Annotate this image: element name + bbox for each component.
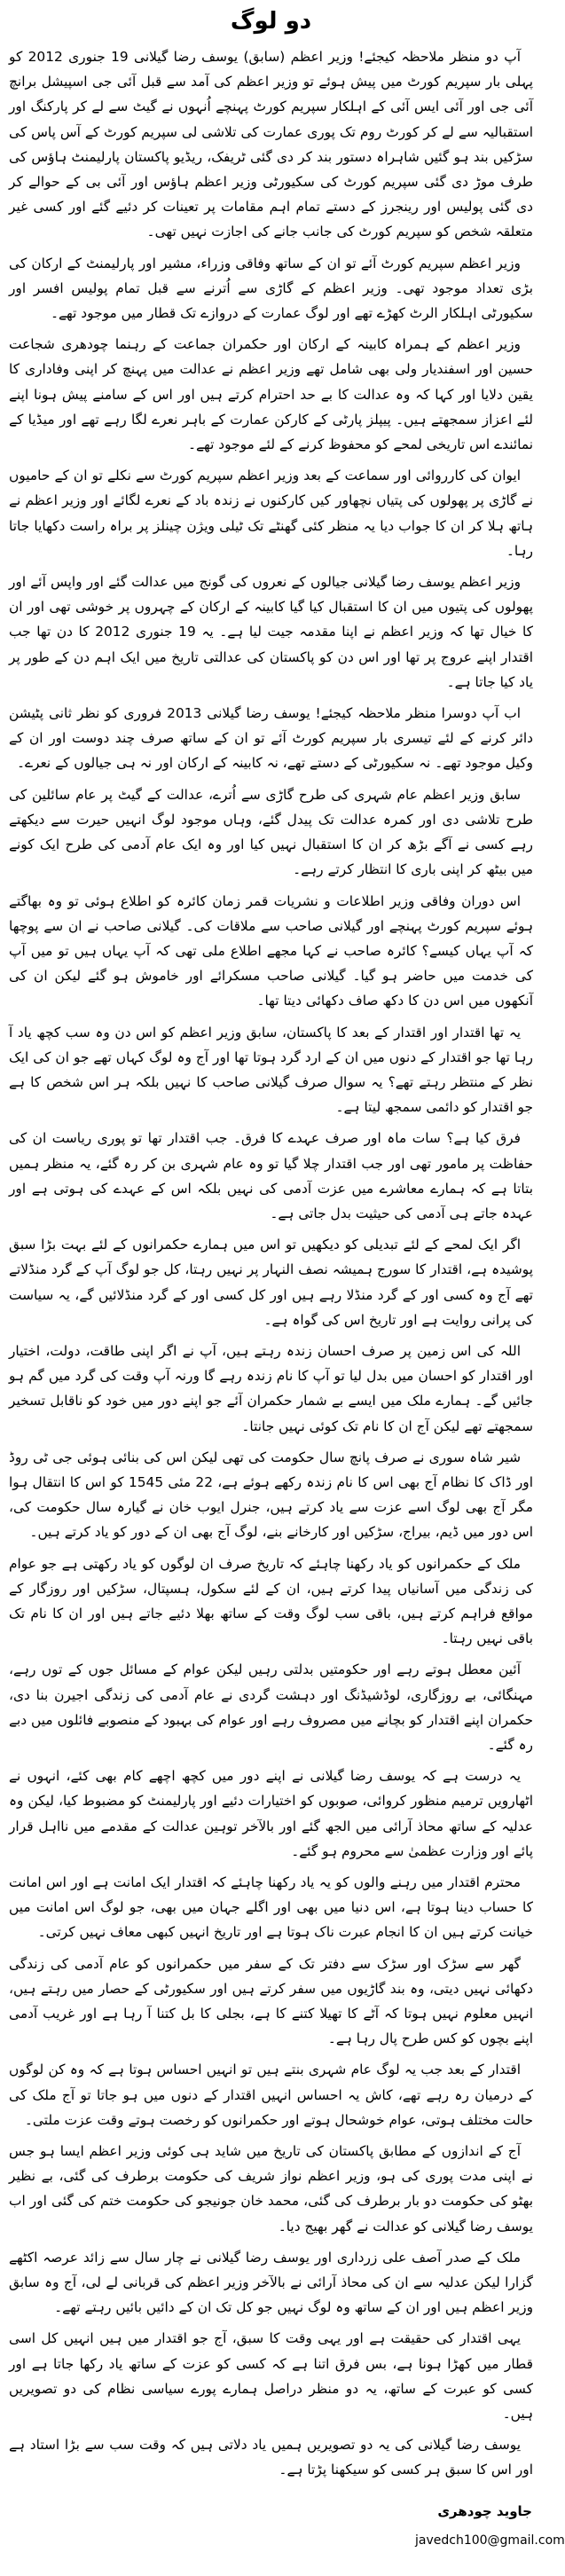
article-paragraph: ملک کے حکمرانوں کو یاد رکھنا چاہئے کہ تاریخ صرف ان لوگوں کو یاد رکھتی ہے جو عوام کی زندگی میں آسانیاں پیدا کرتے ہیں، ان کے لئے سکول، ہسپتال، سڑکیں اور روزگار کے مواقع فراہم کرتے ہیں، باقی سب لوگ وقت کے ساتھ بھلا دئیے جاتے ہیں اور ان کا نام تک باقی نہیں رہتا۔: [9, 1555, 533, 1647]
article-paragraph: محترم اقتدار میں رہنے والوں کو یہ یاد رکھنا چاہئے کہ اقتدار ایک امانت ہے اور اس امانت کا حساب دینا ہوتا ہے، اس دنیا میں بھی اور اگلے جہان میں بھی، جو لوگ اس امانت میں خیانت کرتے ہیں ان کا انجام عبرت ناک ہوتا ہے اور تاریخ انہیں کبھی معاف نہیں کرتی۔: [9, 1874, 533, 1941]
article-paragraph: اللہ کی اس زمین پر صرف احسان زندہ رہتے ہیں، آپ نے اگر اپنی طاقت، دولت، اختیار اور اقتدار کو احسان میں بدل لیا تو آپ کا نام زندہ رہے گا ورنہ آپ وقت کی گرد میں گم ہو جائیں گے۔ ہمارے ملک میں ایسے بے شمار حکمران آئے جو اپنے دور میں خود کو ناقابل تسخیر سمجھتے تھے لیکن آج ان کا نام تک کوئی نہیں جانتا۔: [9, 1342, 533, 1434]
article-paragraph: ایوان کی کارروائی اور سماعت کے بعد وزیر اعظم سپریم کورٹ سے نکلے تو ان کے حامیوں نے گاڑی پر پھولوں کی پتیاں نچھاور کیں کارکنوں نے زندہ باد کے نعرے لگائے اور وزیر اعظم نے ہاتھ ہلا کر ان کا جواب دیا یہ منظر کئی گھنٹے تک ٹیلی ویژن چینلز پر براہ راست دکھایا جاتا رہا۔: [9, 467, 533, 559]
article-paragraph: آج کے اندازوں کے مطابق پاکستان کی تاریخ میں شاید ہی کوئی وزیر اعظم ایسا ہو جس نے اپنی مدت پوری کی ہو، وزیر اعظم نواز شریف کی حکومت برطرف کی گئی، بے نظیر بھٹو کی حکومت دو بار برطرف کی گئی، محمد خان جونیجو کی حکومت ختم کی گئی اور اب یوسف رضا گیلانی کو عدالت نے گھر بھیج دیا۔: [9, 2143, 533, 2234]
article-title: دو لوگ: [230, 8, 312, 35]
article-paragraph: اس دوران وفاقی وزیر اطلاعات و نشریات قمر زمان کائرہ کو اطلاع ہوئی تو وہ بھاگتے ہوئے سپریم کورٹ پہنچے اور گیلانی صاحب سے ملاقات کی۔ گیلانی صاحب نے ان سے پوچھا کہ آپ یہاں کیسے؟ کائرہ صاحب نے کہا مجھے اطلاع ملی تھی کہ آپ یہاں ہیں تو میں آپ کی خدمت میں حاضر ہو گیا۔ گیلانی صاحب مسکرائے اور خاموش ہو گئے لیکن ان کی آنکھوں میں اس دن کا دکھ صاف دکھائی دیتا تھا۔: [9, 892, 533, 1009]
article-paragraph: سابق وزیر اعظم عام شہری کی طرح گاڑی سے اُترے، عدالت کے گیٹ پر عام سائلین کی طرح تلاشی دی اور کمرہ عدالت تک پیدل گئے، وہاں موجود لوگ انہیں حیرت سے دیکھتے رہے کسی نے آگے بڑھ کر ان کا استقبال نہیں کیا اور وہ ایک عام آدمی کی طرح ایک کونے میں بیٹھ کر اپنی باری کا انتظار کرتے رہے۔: [9, 786, 533, 878]
article-paragraph: یہ درست ہے کہ یوسف رضا گیلانی نے اپنے دور میں کچھ اچھے کام بھی کئے، انہوں نے اٹھارویں ترمیم منظور کروائی، صوبوں کو اختیارات دئیے اور پارلیمنٹ کو مضبوط کیا، لیکن وہ عدلیہ کے ساتھ محاذ آرائی میں الجھ گئے اور بالآخر توہین عدالت کے مقدمے میں نااہل قرار پائے اور وزارت عظمیٰ سے محروم ہو گئے۔: [9, 1768, 533, 1859]
article-body: [9, 44, 533, 2483]
article-paragraph: یہی اقتدار کی حقیقت ہے اور یہی وقت کا سبق، آج جو اقتدار میں ہیں انہیں کل اسی قطار میں کھڑا ہونا ہے، بس فرق اتنا ہے کہ کسی کو عزت کے ساتھ یاد رکھا جاتا ہے اور کسی کو عبرت کے ساتھ، یہ دو منظر دراصل ہمارے پورے سیاسی نظام کی دو تصویریں ہیں۔: [9, 2330, 533, 2423]
article-paragraph: گھر سے سڑک اور سڑک سے دفتر تک کے سفر میں حکمرانوں کو عام آدمی کی زندگی دکھائی نہیں دیتی، وہ بند گاڑیوں میں سفر کرتے ہیں اور سکیورٹی کے حصار میں رہتے ہیں، انہیں معلوم نہیں ہوتا کہ آٹے کا تھیلا کتنے کا ہے، بجلی کا بل کتنا آ رہا ہے اور غریب آدمی اپنے بچوں کو کس طرح پال رہا ہے۔: [9, 1955, 533, 2047]
article-paragraph: اقتدار کے بعد جب یہ لوگ عام شہری بنتے ہیں تو انہیں احساس ہوتا ہے کہ وہ کن لوگوں کے درمیان رہ رہے تھے، کاش یہ احساس انہیں اقتدار کے دنوں میں ہو جاتا تو آج ملک کی حالت مختلف ہوتی، عوام خوشحال ہوتے اور حکمرانوں کو رخصت ہوتے وقت عزت ملتی۔: [9, 2062, 533, 2128]
article-paragraph: یہ تھا اقتدار اور اقتدار کے بعد کا پاکستان، سابق وزیر اعظم کو اس دن وہ سب کچھ یاد آ رہا تھا جو اقتدار کے دنوں میں ان کے ارد گرد ہوتا تھا اور آج وہ لوگ کہاں تھے جو ان کی ایک نظر کے منتظر رہتے تھے؟ یہ سوال صرف گیلانی صاحب کا نہیں بلکہ ہر اس شخص کا ہے جو اقتدار کو دائمی سمجھ لیتا ہے۔: [9, 1024, 533, 1116]
article-paragraph: یوسف رضا گیلانی کی یہ دو تصویریں ہمیں یاد دلاتی ہیں کہ وقت سب سے بڑا استاد ہے اور اس کا سبق ہر کسی کو سیکھنا پڑتا ہے۔: [9, 2437, 533, 2478]
article-paragraph: آئین معطل ہوتے رہے اور حکومتیں بدلتی رہیں لیکن عوام کے مسائل جوں کے توں رہے، مہنگائی، بے روزگاری، لوڈشیڈنگ اور دہشت گردی نے عام آدمی کی زندگی اجیرن بنا دی، حکمران اپنے اقتدار کو بچانے میں مصروف رہے اور عوام کی بہبود کے منصوبے فائلوں میں دبے رہ گئے۔: [9, 1661, 533, 1753]
article-paragraph: اب آپ دوسرا منظر ملاحظہ کیجئے! یوسف رضا گیلانی 2013 فروری کو نظر ثانی پٹیشن دائر کرنے کے لئے تیسری بار سپریم کورٹ آئے تو ان کے ساتھ صرف چند دوست اور ان کے وکیل موجود تھے۔ نہ سکیورٹی کے دستے تھے، نہ کابینہ کے ارکان اور نہ ہی جیالوں کے نعرے۔: [9, 705, 533, 772]
article-paragraph: وزیر اعظم کے ہمراہ کابینہ کے ارکان اور حکمران جماعت کے رہنما چودھری شجاعت حسین اور اسفندیار ولی بھی شامل تھے وزیر اعظم نے عدالت میں پہنچ کر اپنی وفاداری کا یقین دلایا اور کہا کہ وہ عدالت کا بے حد احترام کرتے ہیں اور اس کے سامنے پیش ہونا اپنے لئے اعزاز سمجھتے ہیں۔ پیپلز پارٹی کے کارکن عمارت کے باہر نعرے لگا رہے تھے اور میڈیا کے نمائندے اس تاریخی لمحے کو محفوظ کرنے کے لئے موجود تھے۔: [9, 336, 533, 453]
article-paragraph: فرق کیا ہے؟ سات ماہ اور صرف عہدے کا فرق۔ جب اقتدار تھا تو پوری ریاست ان کی حفاظت پر مامور تھی اور جب اقتدار چلا گیا تو وہ عام شہری بن کر رہ گئے، یہ منظر ہمیں بتاتا ہے کہ ہمارے معاشرے میں عزت آدمی کی نہیں بلکہ اس کے عہدے کی ہوتی ہے اور عہدہ جاتے ہی آدمی کی حیثیت بدل جاتی ہے۔: [9, 1130, 533, 1221]
article-paragraph: آپ دو منظر ملاحظہ کیجئے! وزیر اعظم (سابق) یوسف رضا گیلانی 19 جنوری 2012 کو پہلی بار سپریم کورٹ میں پیش ہوئے تو وزیر اعظم کی آمد سے قبل آئی جی اسپیشل برانچ آئی جی اور آئی ایس آئی کے اہلکار سپریم کورٹ پہنچے اُنہوں نے گیٹ سے لے کر پارکنگ اور استقبالیہ سے لے کر کورٹ روم تک پوری عمارت کی تلاشی لی سپریم کورٹ کے آس پاس کی سڑکیں بند ہو گئیں شاہراہ دستور بند کر دی گئی ٹریفک، ریڈیو پاکستان پارلیمنٹ ہاؤس کی طرف موڑ دی گئی سپریم کورٹ کی سکیورٹی وزیر اعظم ہاؤس اور آئی بی کے حوالے کر دی گئی پولیس اور رینجرز کے دستے تمام اہم مقامات پر تعینات کر دئیے گئے اور کسی غیر متعلقہ شخص کو سپریم کورٹ کی جانب جانے کی اجازت نہیں تھی۔: [9, 49, 533, 240]
article-paragraph: ملک کے صدر آصف علی زرداری اور یوسف رضا گیلانی نے چار سال سے زائد عرصہ اکٹھے گزارا لیکن عدلیہ سے ان کی محاذ آرائی نے بالآخر وزیر اعظم کی قربانی لے لی، آج وہ سابق وزیر اعظم ہیں اور ان کے ساتھ وہ لوگ نہیں جو کل تک ان کے دائیں بائیں رہتے تھے۔: [9, 2249, 533, 2316]
author-email[interactable]: javedch100@gmail.com: [415, 2533, 565, 2548]
article-paragraph: شیر شاہ سوری نے صرف پانچ سال حکومت کی تھی لیکن اس کی بنائی ہوئی جی ٹی روڈ اور ڈاک کا نظام آج بھی اس کا نام زندہ رکھے ہوئے ہے، 22 مئی 1545 کو اس کا انتقال ہوا مگر آج بھی لوگ اسے عزت سے یاد کرتے ہیں، جنرل ایوب خان نے گیارہ سال حکومت کی، اس دور میں ڈیم، بیراج، سڑکیں اور کارخانے بنے، لوگ آج بھی ان کے دور کو یاد کرتے ہیں۔: [9, 1449, 533, 1541]
article-paragraph: وزیر اعظم سپریم کورٹ آئے تو ان کے ساتھ وفاقی وزراء، مشیر اور پارلیمنٹ کے ارکان کی بڑی تعداد موجود تھی۔ وزیر اعظم کے گاڑی سے اُترنے سے قبل تمام پولیس افسر اور سکیورٹی اہلکار الرٹ کھڑے تھے اور لوگ عمارت کے دروازے تک قطار میں موجود تھے۔: [9, 255, 533, 322]
article-paragraph: اگر ایک لمحے کے لئے تبدیلی کو دیکھیں تو اس میں ہمارے حکمرانوں کے لئے بہت بڑا سبق پوشیدہ ہے، اقتدار کا سورج ہمیشہ نصف النہار پر نہیں رہتا، کل جو لوگ آپ کے گرد منڈلاتے تھے آج وہ کسی اور کے گرد منڈلا رہے ہیں اور کل کسی اور کے گرد منڈلائیں گے، یہ سیاست کی پرانی روایت ہے اور تاریخ اس کی گواہ ہے۔: [9, 1237, 533, 1328]
author-name: جاوید چودھری: [437, 2503, 532, 2519]
article-paragraph: وزیر اعظم یوسف رضا گیلانی جیالوں کے نعروں کی گونج میں عدالت گئے اور واپس آئے اور پھولوں کی پتیوں میں ان کا استقبال کیا گیا کابینہ کے ارکان کے چہروں پر خوشی تھی اور ان کا خیال تھا کہ وزیر اعظم نے اپنا مقدمہ جیت لیا ہے۔ یہ 19 جنوری 2012 کا دن تھا جب اقتدار اپنے عروج پر تھا اور اس دن کو پاکستان کی عدالتی تاریخ میں ایک اہم دن کے طور پر یاد کیا جاتا ہے۔: [9, 574, 534, 690]
